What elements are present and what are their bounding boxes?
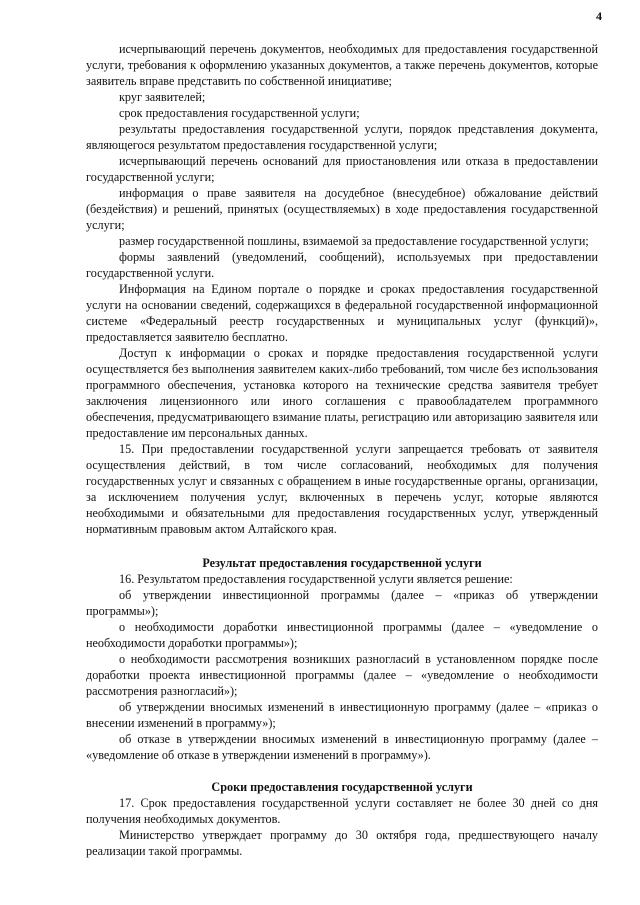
document-body (86, 41, 598, 859)
paragraph: срок предоставления государственной услуги; (119, 106, 360, 120)
paragraph: Министерство утверждает программу до 30 октября года, предшествующего началу реализации такой программы. (86, 828, 598, 858)
paragraph: размер государственной пошлины, взимаемой за предоставление государственной услуги; (119, 234, 589, 248)
section-heading-terms: Сроки предоставления государственной услуги (211, 780, 473, 794)
paragraph: результаты предоставления государственной услуги, порядок представления документа, являющегося результатом предоставления государственной услуги; (86, 122, 598, 152)
paragraph: об утверждении инвестиционной программы (далее – «приказ об утверждении программы»); (86, 588, 598, 618)
paragraph: исчерпывающий перечень документов, необходимых для предоставления государственной услуги, требования к оформлению указанных документов, а также перечень документов, которые заявитель вправе представить по собственной инициативе; (86, 42, 598, 88)
paragraph: информация о праве заявителя на досудебное (внесудебное) обжалование действий (бездействия) и решений, принятых (осуществляемых) в ходе предоставления государственной услуги; (86, 186, 598, 232)
paragraph: о необходимости рассмотрения возникших разногласий в установленном порядке после доработки проекта инвестиционной программы (далее – «уведомление о необходимости рассмотрения разногласий»); (86, 652, 598, 698)
paragraph: об утверждении вносимых изменений в инвестиционную программу (далее – «приказ о внесении изменений в программу»); (86, 700, 598, 730)
paragraph: 16. Результатом предоставления государственной услуги является решение: (119, 572, 513, 586)
paragraph: исчерпывающий перечень оснований для приостановления или отказа в предоставлении государственной услуги; (86, 154, 598, 184)
spacer (86, 763, 598, 779)
paragraph: 17. Срок предоставления государственной услуги составляет не более 30 дней со дня получения необходимых документов. (86, 796, 598, 826)
page-number: 4 (596, 9, 602, 23)
paragraph: Информация на Едином портале о порядке и сроках предоставления государственной услуги на основании сведений, содержащихся в федеральной государственной информационной системе «Федеральный реестр государственных и муниципальных услуг (функций)», предоставляется заявителю бесплатно. (86, 282, 598, 344)
paragraph: 15. При предоставлении государственной услуги запрещается требовать от заявителя осуществления действий, в том числе согласований, необходимых для получения государственных услуг и связанных с обращением в иные государственные органы, организации, за исключением получения услуг, включенных в перечень услуг, которые являются необходимыми и обязательными для предоставления государственных услуг, утвержденный нормативным правовым актом Алтайского края. (86, 442, 598, 536)
spacer (86, 537, 598, 555)
section-heading-result: Результат предоставления государственной услуги (202, 556, 482, 570)
paragraph: Доступ к информации о сроках и порядке предоставления государственной услуги осуществляется без выполнения заявителем каких-либо требований, том числе без использования программного обеспечения, установка которого на технические средства заявителя требует заключения лицензионного или иного соглашения с правообладателем программного обеспечения, предусматривающего взимание платы, регистрацию или авторизацию заявителя или предоставление им персональных данных. (86, 346, 598, 440)
paragraph: об отказе в утверждении вносимых изменений в инвестиционную программу (далее – «уведомление об отказе в утверждении изменений в программу»). (86, 732, 598, 762)
paragraph: формы заявлений (уведомлений, сообщений), используемых при предоставлении государственной услуги. (86, 250, 598, 280)
paragraph: о необходимости доработки инвестиционной программы (далее – «уведомление о необходимости доработки программы»); (86, 620, 598, 650)
paragraph: круг заявителей; (119, 90, 206, 104)
